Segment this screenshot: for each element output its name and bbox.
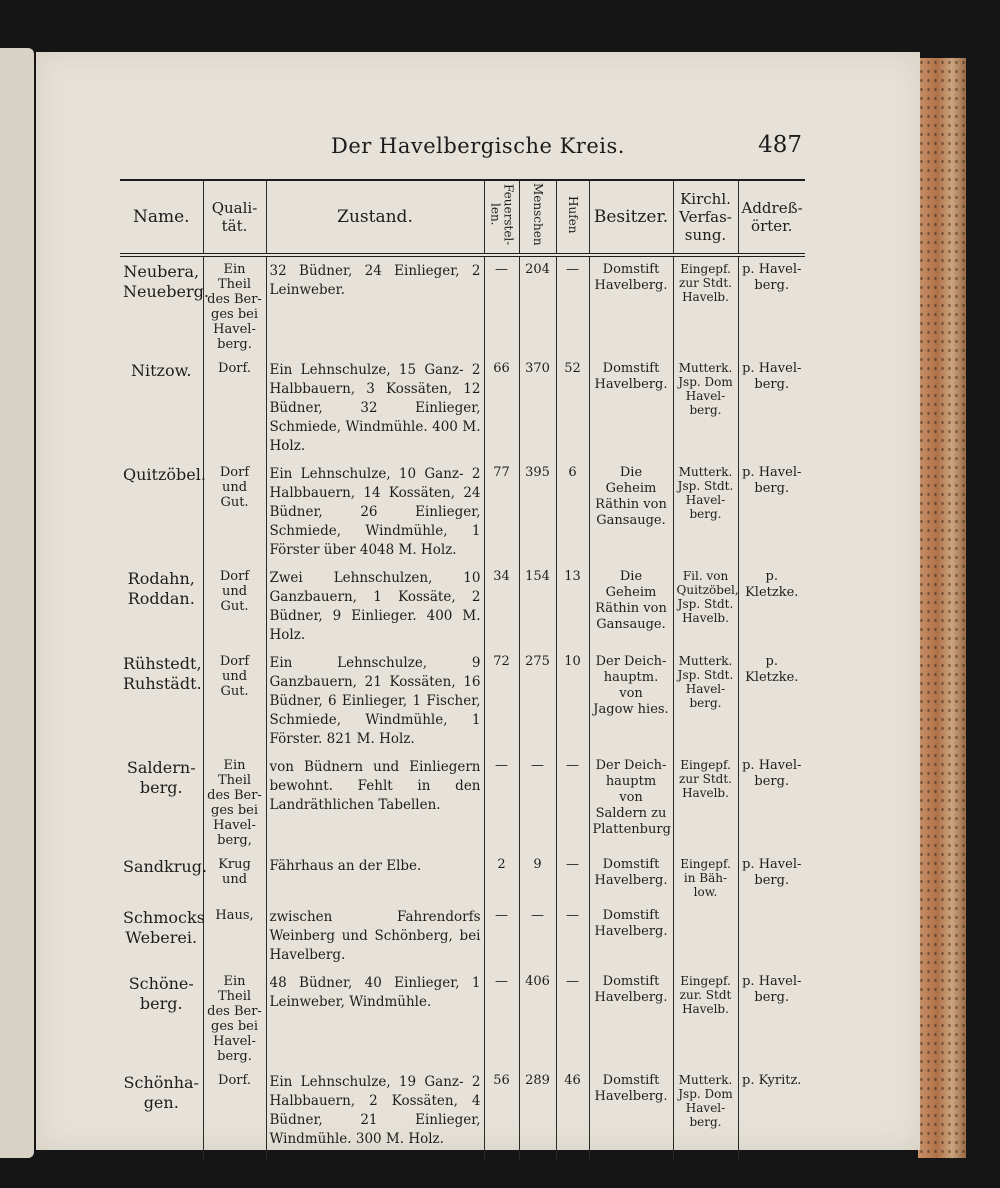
row-name: Quitzöbel. [123,464,206,484]
row-besitzer: Die Geheim Räthin von Gansauge. [589,564,673,649]
row-feuerstellen: 2 [484,852,519,903]
row-qualitaet: Dorf. [203,1068,266,1159]
row-addressort: p. Havel- berg. [738,753,805,852]
table-row [120,460,805,564]
row-feuerstellen: 72 [484,649,519,753]
row-zustand: Ein Lehnschulze, 15 Ganz- 2 Halbbauern, 3 Kossäten, 12 Büdner, 32 Einlieger, Schmiede, Windmühle. 400 M. Holz. [266,356,484,460]
table-row [120,255,805,356]
row-feuerstellen: — [484,753,519,852]
row-menschen: — [519,753,556,852]
row-qualitaet: Dorf und Gut. [203,649,266,753]
facing-page-edge [0,48,34,1158]
row-name: Neubera, Neueberg. [123,261,209,301]
row-zustand: Fährhaus an der Elbe. [266,852,484,903]
row-feuerstellen: 66 [484,356,519,460]
row-menschen: — [519,903,556,969]
row-addressort: p. Kletzke. [738,649,805,753]
header-hufen: Hufen [566,195,580,234]
header-zustand: Zustand. [266,180,484,255]
row-feuerstellen: 56 [484,1068,519,1159]
table-row [120,903,805,969]
row-hufen: — [556,753,589,852]
row-feuerstellen: 34 [484,564,519,649]
row-qualitaet: Ein Theil des Ber- ges bei Havel- berg. [203,969,266,1068]
page-number: 487 [758,132,802,158]
row-name: Schöne- berg. [128,973,194,1013]
row-menschen: 154 [519,564,556,649]
row-hufen: — [556,852,589,903]
row-addressort: p. Havel- berg. [738,969,805,1068]
row-kirchl: Mutterk. Jsp. Dom Havel- berg. [673,356,738,460]
book-page [36,52,920,1150]
row-menschen: 289 [519,1068,556,1159]
row-besitzer: Der Deich- hauptm. von Jagow hies. [589,649,673,753]
header-addressorter: Addreß- örter. [738,180,805,255]
row-feuerstellen: — [484,969,519,1068]
row-hufen: 46 [556,1068,589,1159]
row-zustand: 48 Büdner, 40 Einlieger, 1 Leinweber, Windmühle. [266,969,484,1068]
row-qualitaet: Haus, [203,903,266,969]
row-name: Rodahn, Roddan. [127,568,195,608]
table-row [120,1068,805,1159]
row-qualitaet: Dorf und Gut. [203,564,266,649]
header-name: Name. [120,180,203,255]
row-kirchl: Mutterk. Jsp. Stdt. Havel- berg. [673,649,738,753]
row-hufen: — [556,969,589,1068]
row-menschen: 370 [519,356,556,460]
row-addressort: p. Havel- berg. [738,356,805,460]
row-qualitaet: Dorf. [203,356,266,460]
row-besitzer: Domstift Havelberg. [589,852,673,903]
row-menschen: 395 [519,460,556,564]
row-name: Schönha- gen. [123,1072,199,1112]
header-besitzer: Besitzer. [589,180,673,255]
row-kirchl: Mutterk. Jsp. Dom Havel- berg. [673,1068,738,1159]
row-name: Sandkrug. [123,856,208,876]
row-name: Rühstedt, Ruhstädt. [123,653,202,693]
row-zustand: Ein Lehnschulze, 19 Ganz- 2 Halbbauern, 2 Kossäten, 4 Büdner, 21 Einlieger, Windmühle. 300 M. Holz. [266,1068,484,1159]
row-qualitaet: Krug und [203,852,266,903]
row-addressort: p. Havel- berg. [738,255,805,356]
row-hufen: — [556,255,589,356]
row-zustand: Zwei Lehnschulzen, 10 Ganzbauern, 1 Kossäte, 2 Büdner, 9 Einlieger. 400 M. Holz. [266,564,484,649]
row-zustand: von Büdnern und Einliegern bewohnt. Fehlt in den Landräthlichen Tabellen. [266,753,484,852]
row-addressort: p. Havel- berg. [738,852,805,903]
row-qualitaet: Ein Theil des Ber- ges bei Havel- berg, [203,753,266,852]
row-besitzer: Der Deich- hauptm von Saldern zu Plattenburg [589,753,673,852]
row-name: Nitzow. [131,360,192,380]
row-kirchl: Fil. von Quitzöbel, Jsp. Stdt. Havelb. [673,564,738,649]
row-feuerstellen: — [484,903,519,969]
row-menschen: 406 [519,969,556,1068]
row-besitzer: Domstift Havelberg. [589,255,673,356]
row-besitzer: Domstift Havelberg. [589,1068,673,1159]
row-feuerstellen: 77 [484,460,519,564]
row-kirchl: Eingepf. zur Stdt. Havelb. [673,753,738,852]
table-row [120,356,805,460]
row-hufen: 10 [556,649,589,753]
header-row [120,180,805,255]
row-menschen: 275 [519,649,556,753]
row-qualitaet: Dorf und Gut. [203,460,266,564]
table-row [120,852,805,903]
table-row [120,649,805,753]
village-table [120,179,805,1159]
table-row [120,753,805,852]
row-name: Schmocks Weberei. [123,907,205,947]
row-kirchl [673,903,738,969]
row-zustand: Ein Lehnschulze, 10 Ganz- 2 Halbbauern, 14 Kossäten, 24 Büdner, 26 Einlieger, Schmiede, Windmühle, 1 Förster über 4048 M. Holz. [266,460,484,564]
row-besitzer: Die Geheim Räthin von Gansauge. [589,460,673,564]
row-addressort: p. Havel- berg. [738,460,805,564]
table-row [120,564,805,649]
row-menschen: 204 [519,255,556,356]
running-title: Der Havelbergische Kreis. [331,134,625,158]
row-name: Saldern- berg. [126,757,196,797]
header-kirchl: Kirchl. Verfas- sung. [673,180,738,255]
header-menschen: Menschen [531,183,545,246]
row-kirchl: Eingepf. zur Stdt. Havelb. [673,255,738,356]
row-zustand: Ein Lehnschulze, 9 Ganzbauern, 21 Kossäten, 16 Büdner, 6 Einlieger, 1 Fischer, Schmiede, Windmühle, 1 Förster. 821 M. Holz. [266,649,484,753]
row-zustand: zwischen Fahrendorfs Weinberg und Schönberg, bei Havelberg. [266,903,484,969]
row-menschen: 9 [519,852,556,903]
row-addressort: p. Kletzke. [738,564,805,649]
header-feuerstellen: Feuerstel- len. [488,183,516,245]
table-row [120,969,805,1068]
row-feuerstellen: — [484,255,519,356]
row-besitzer: Domstift Havelberg. [589,356,673,460]
row-kirchl: Eingepf. in Bäh- low. [673,852,738,903]
row-kirchl: Mutterk. Jsp. Stdt. Havel- berg. [673,460,738,564]
row-addressort [738,903,805,969]
row-besitzer: Domstift Havelberg. [589,969,673,1068]
row-addressort: p. Kyritz. [738,1068,805,1159]
row-zustand: 32 Büdner, 24 Einlieger, 2 Leinweber. [266,255,484,356]
book-fore-edge [918,58,966,1158]
row-besitzer: Domstift Havelberg. [589,903,673,969]
row-hufen: 6 [556,460,589,564]
row-kirchl: Eingepf. zur. Stdt Havelb. [673,969,738,1068]
row-hufen: 52 [556,356,589,460]
row-hufen: 13 [556,564,589,649]
header-qualitaet: Quali- tät. [203,180,266,255]
row-hufen: — [556,903,589,969]
row-qualitaet: Ein Theil des Ber- ges bei Havel- berg. [203,255,266,356]
